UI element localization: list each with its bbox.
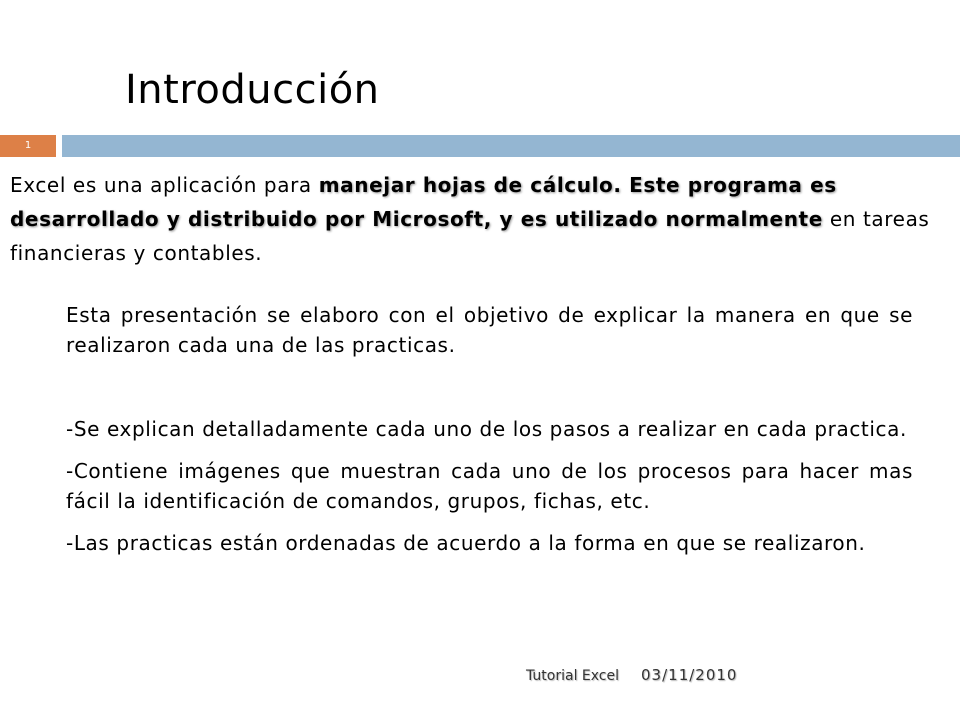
slide-number: 1 — [24, 140, 32, 151]
intro-highlight: manejar hojas de cálculo. Este programa es desarrollado y distribuido por Microsoft, y es utilizado normalmente — [10, 173, 837, 231]
slide-number-badge — [0, 135, 56, 157]
slide-title: Introducción — [125, 67, 380, 113]
body-bullet-order: -Las practicas están ordenadas de acuerdo a la forma en que se realizaron. — [66, 531, 866, 555]
title-divider-bar — [62, 135, 960, 157]
slide-footer — [526, 666, 737, 684]
body-content — [66, 300, 913, 558]
footer-date: 03/11/2010 — [641, 666, 738, 684]
intro-text-end: en tareas financieras y contables. — [10, 207, 930, 265]
footer-label: Tutorial Excel — [526, 668, 620, 684]
intro-text-start: Excel es una aplicación para — [10, 173, 319, 197]
intro-paragraph — [10, 168, 945, 270]
body-bullet-steps: -Se explican detalladamente cada uno de los pasos a realizar en cada practica. — [66, 417, 907, 441]
body-paragraph-purpose: Esta presentación se elaboro con el objetivo de explicar la manera en que se realizaron cada una de las practicas. — [66, 303, 913, 357]
body-bullet-images: -Contiene imágenes que muestran cada uno de los procesos para hacer mas fácil la identificación de comandos, grupos, fichas, etc. — [66, 459, 913, 513]
